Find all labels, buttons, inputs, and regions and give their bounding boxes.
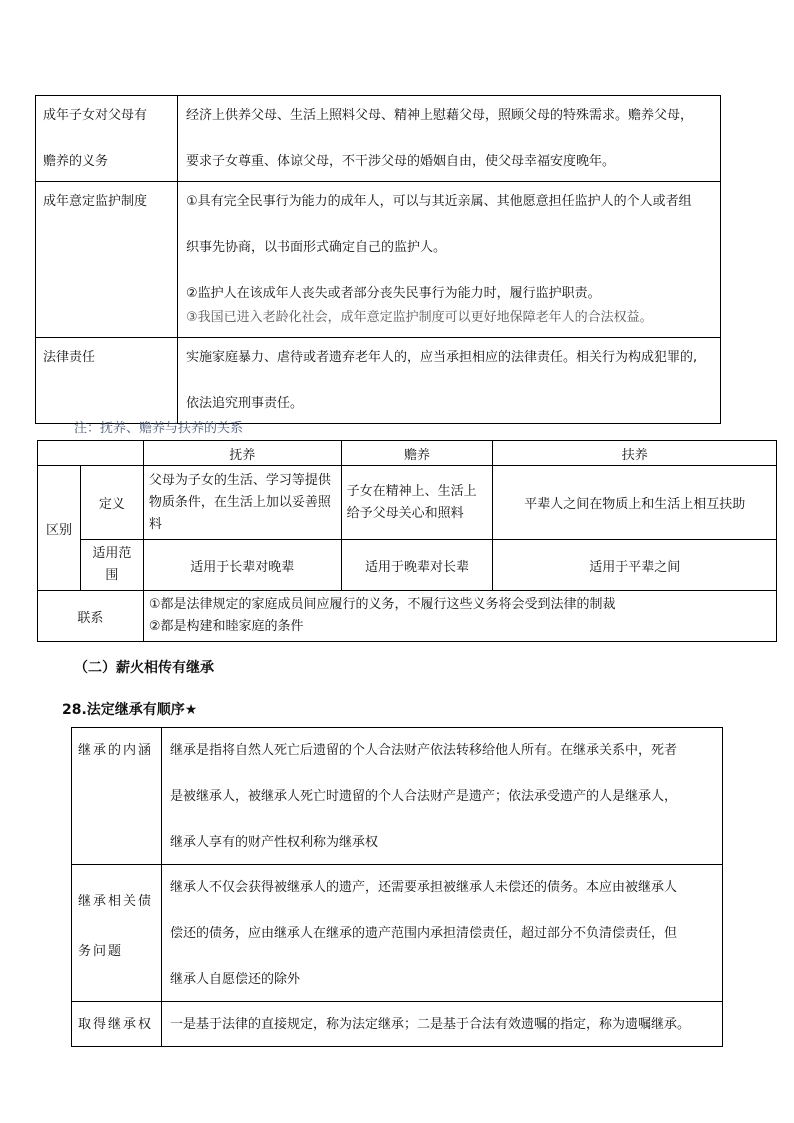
row-value-cell xyxy=(162,728,723,865)
section-heading: （二）薪火相传有继承 xyxy=(74,660,214,676)
table-header-row xyxy=(38,441,777,466)
relation-line: ②都是构建和睦家庭的条件 xyxy=(148,619,304,634)
definition-label: 定义 xyxy=(80,466,143,540)
row-key-text: 成年子女对父母有 xyxy=(43,108,148,123)
inheritance-table xyxy=(71,727,723,1047)
definition-cell: 父母为子女的生活、学习等提供物质条件，在生活上加以妥善照料 xyxy=(143,466,341,540)
row-key-cell xyxy=(36,96,178,182)
row-value-line: 继承是指将自然人死亡后遗留的个人合法财产依法转移给他人所有。在继承关系中，死者 xyxy=(170,743,678,758)
definition-cell: 子女在精神上、生活上给予父母关心和照料 xyxy=(341,466,493,540)
table-row xyxy=(38,591,777,642)
table-row xyxy=(36,338,721,424)
row-value-line: 继承人不仅会获得被继承人的遗产，还需要承担被继承人未偿还的债务。本应由被继承人 xyxy=(170,880,678,895)
table-row xyxy=(38,466,777,540)
scope-cell: 适用于长辈对晚辈 xyxy=(143,540,341,591)
table-row xyxy=(38,540,777,591)
row-value-line: 经济上供养父母、生活上照料父母、精神上慰藉父母，照顾父母的特殊需求。赡养父母， xyxy=(186,108,694,123)
empty-header-cell xyxy=(38,441,144,466)
row-key-cell: 取得继承权 xyxy=(72,1002,162,1047)
row-key-cell xyxy=(36,338,178,424)
column-header: 扶养 xyxy=(493,441,777,466)
table-row xyxy=(72,865,723,1002)
scope-label: 适用范围 xyxy=(80,540,143,591)
row-value-line: ①具有完全民事行为能力的成年人，可以与其近亲属、其他愿意担任监护人的个人或者组 xyxy=(186,194,692,209)
elderly-support-table xyxy=(35,95,721,424)
row-key-text: 法律责任 xyxy=(43,350,96,365)
row-value-line: 继承人享有的财产性权利称为继承权 xyxy=(170,835,379,850)
row-key-cell xyxy=(36,182,178,338)
row-value-cell xyxy=(162,865,723,1002)
row-value-line: 要求子女尊重、体谅父母，不干涉父母的婚姻自由，使父母幸福安度晚年。 xyxy=(186,154,616,169)
table-row xyxy=(36,96,721,182)
column-header: 赡养 xyxy=(341,441,493,466)
row-value-line: 偿还的债务，应由继承人在继承的遗产范围内承担清偿责任，超过部分不负清偿责任，但 xyxy=(170,926,678,941)
row-value-line: 继承人自愿偿还的除外 xyxy=(170,972,301,987)
row-value-line: 依法追究刑事责任。 xyxy=(186,396,304,411)
table-row xyxy=(72,1002,723,1047)
table-row xyxy=(36,182,721,338)
table-row xyxy=(72,728,723,865)
row-value-cell xyxy=(162,1002,723,1047)
column-header: 抚养 xyxy=(143,441,341,466)
distinction-label: 区别 xyxy=(38,466,81,591)
row-value-cell xyxy=(178,182,721,338)
row-value-cell xyxy=(178,96,721,182)
definition-cell: 平辈人之间在物质上和生活上相互扶助 xyxy=(493,466,777,540)
table-note: 注：抚养、赡养与扶养的关系 xyxy=(74,421,244,436)
row-value-line: 是被继承人，被继承人死亡时遗留的个人合法财产是遗产；依法承受遗产的人是继承人， xyxy=(170,789,678,804)
relation-cell xyxy=(143,591,776,642)
row-value-line: 一是基于法律的直接规定，称为法定继承；二是基于合法有效遗嘱的指定，称为遗嘱继承。 xyxy=(170,1017,691,1032)
subsection-heading: 28.法定继承有顺序★ xyxy=(62,702,198,718)
relation-line: ①都是法律规定的家庭成员间应履行的义务，不履行这些义务将会受到法律的制裁 xyxy=(148,597,616,612)
row-value-line: 织事先协商，以书面形式确定自己的监护人。 xyxy=(186,240,447,255)
row-value-cell xyxy=(178,338,721,424)
row-value-line: ②监护人在该成年人丧失或者部分丧失民事行为能力时，履行监护职责。 xyxy=(186,286,601,301)
row-key-cell: 继承的内涵 xyxy=(72,728,162,865)
row-key-text: 成年意定监护制度 xyxy=(43,194,148,209)
row-key-cell: 继承相关债务问题 xyxy=(72,865,162,1002)
row-value-line: ③我国已进入老龄化社会，成年意定监护制度可以更好地保障老年人的合法权益。 xyxy=(186,310,653,325)
row-key-text: 赡养的义务 xyxy=(43,154,109,169)
scope-cell: 适用于晚辈对长辈 xyxy=(341,540,493,591)
support-relation-table xyxy=(37,440,777,642)
row-value-line: 实施家庭暴力、虐待或者遗弃老年人的，应当承担相应的法律责任。相关行为构成犯罪的, xyxy=(186,350,698,365)
relation-label: 联系 xyxy=(38,591,144,642)
scope-cell: 适用于平辈之间 xyxy=(493,540,777,591)
